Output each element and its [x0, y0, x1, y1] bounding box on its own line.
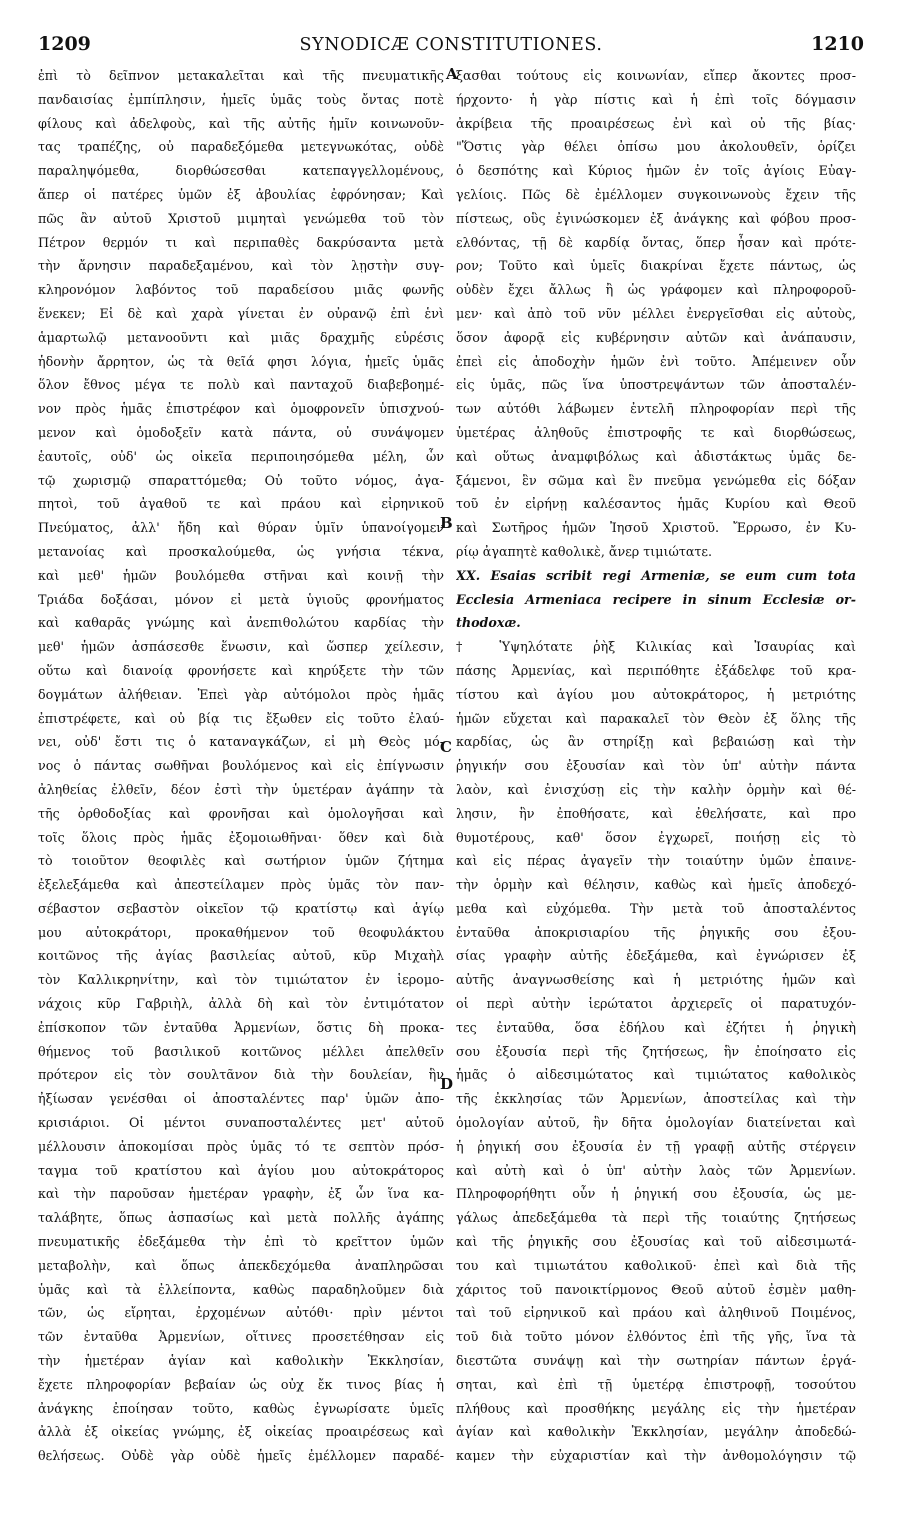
- text-line: ῥηγικήν σου ἐξουσίαν καὶ τὸν ὑπ' αὐτὴν πάντα: [456, 758, 856, 774]
- text-line: νάχοις κῦρ Γαβριὴλ, ἀλλὰ δὴ καὶ τὸν ἐντιμότατον: [38, 996, 444, 1012]
- text-line: τες ἐνταῦθα, ὅσα ἐδήλου καὶ ἐζήτει ἡ ῥηγικὴ: [456, 1019, 856, 1035]
- text-line: τας τραπέζης, οὐ παραδεξόμεθα μετεγνωκότας, οὐδὲ: [38, 139, 444, 155]
- margin-letter-c: C: [440, 738, 452, 756]
- text-line: ὁ δεσπότης καὶ Κύριος ἡμῶν ἐν τοῖς ἁγίοις Εὐαγ-: [456, 163, 856, 179]
- text-line: ταλάβητε, ὅπως ἀσπασίως καὶ μετὰ πολλῆς ἀγάπης: [38, 1210, 444, 1226]
- text-line: σηται, καὶ ἐπὶ τῇ ὑμετέρᾳ ἐπιστροφῇ, τοσούτου: [456, 1376, 856, 1392]
- text-line: ήρχοντο· ἡ γὰρ πίστις καὶ ἡ ἐπὶ τοῖς δόγμασιν: [456, 91, 856, 107]
- text-line: ὅσον ἀφορᾷ εἰς κυβέρνησιν αὐτῶν καὶ ἀνάπαυσιν,: [456, 329, 856, 345]
- text-line: νει, οὐδ' ἔστι τις ὁ καταναγκάζων, εἰ μὴ Θεὸς μό-: [38, 734, 444, 750]
- text-line: ἁμαρτωλῷ μετανοοῦντι καὶ μιᾶς δραχμῆς εὑρέσις: [38, 329, 444, 345]
- text-line: Ecclesia Armeniaca recipere in sinum Ecclesiæ or-: [456, 591, 856, 607]
- text-line: καὶ μεθ' ἡμῶν βουλόμεθα στῆναι καὶ κοινῇ τὴν: [38, 567, 444, 583]
- text-line: πλήθους καὶ προσθήκης μεγάλης εἰς τὴν ἡμετέραν: [456, 1400, 856, 1416]
- text-line: καμεν τὴν εὐχαριστίαν καὶ τὴν ἀνθομολόγησιν τῷ: [456, 1448, 856, 1464]
- text-line: τῆς ὀρθοδοξίας καὶ φρονῆσαι καὶ ὁμολογῆσαι καὶ: [38, 805, 444, 821]
- text-line: διεστῶτα συνάψῃ καὶ τὴν σωτηρίαν πάντων ἐργά-: [456, 1353, 856, 1369]
- running-title: SYNODICÆ CONSTITUTIONES.: [299, 35, 603, 55]
- text-line: πνευματικῆς ἐδεξάμεθα τὴν ἐπὶ τὸ κρεῖττον ὑμῶν: [38, 1234, 444, 1250]
- text-line: τοῦ ἐν εἰρήνῃ καλέσαντος ἡμᾶς Κυρίου καὶ Θεοῦ: [456, 496, 856, 512]
- text-line: τοῦ διὰ τοῦτο μόνον ἐλθόντος ἐπὶ τῆς γῆς, ἵνα τὰ: [456, 1329, 856, 1345]
- text-line: ἀνάγκης ἐποίησαν τοῦτο, καθὼς ἐγνωρίσατε ὑμεῖς: [38, 1400, 444, 1416]
- text-line: σου ἐξουσία περὶ τῆς ζητήσεως, ἣν ἐποίησατο εἰς: [456, 1043, 856, 1059]
- text-line: ἀλλὰ ἐξ οἰκείας γνώμης, ἐξ οἰκείας προαιρέσεως καὶ: [38, 1424, 444, 1440]
- text-line: μενον καὶ ὁμοδοξεῖν κατὰ πάντα, οὐ συνάψομεν: [38, 424, 444, 440]
- text-line: θυμοτέρους, καθ' ὅσον ἐγχωρεῖ, ποιήσῃ εἰς τὸ: [456, 829, 856, 845]
- text-line: Τριάδα δοξάσαι, μόνον εἰ μετὰ ὑγιοῦς φρονήματος: [38, 591, 444, 607]
- text-line: νον πρὸς ἡμᾶς ἐπιστρέφον καὶ ὁμοφρονεῖν ὑπισχνού-: [38, 401, 444, 417]
- text-line: ἑαυτοῖς, οὐδ' ὡς οἰκεῖα περιποιησόμεθα μέλη, ὧν: [38, 448, 444, 464]
- text-line: εἰς ὑμᾶς, πῶς ἵνα ὑποστρεψάντων τῶν ἀποσταλέν-: [456, 377, 856, 393]
- text-line: οὐδὲν ἔχει ἄλλως ἢ ὡς γράφομεν καὶ πληροφοροῦ-: [456, 282, 856, 298]
- text-line: ἐπιστρέφετε, καὶ οὐ βίᾳ τις ἔξωθεν εἰς τοῦτο ἐλαύ-: [38, 710, 444, 726]
- text-line: τοῖς ὅλοις πρὸς ἡμᾶς ἐξομοιωθῆναι· ὅθεν καὶ διὰ: [38, 829, 444, 845]
- text-line: του καὶ τιμιωτάτου καθολικοῦ· ἐπεὶ καὶ διὰ τῆς: [456, 1257, 856, 1273]
- text-line: ὁμολογίαν αὐτοῦ, ἣν δῆτα ὁμολογίαν διατείνεται καὶ: [456, 1115, 856, 1131]
- text-line: τὸν Καλλικρηνίτην, καὶ τὸν τιμιώτατον ἐν ἱερομο-: [38, 972, 444, 988]
- text-line: καὶ οὕτως ἀναμφιβόλως καὶ ἀδιστάκτως ὑμᾶς δε-: [456, 448, 856, 464]
- page-number-left: 1209: [38, 33, 91, 55]
- text-line: φίλους καὶ ἀδελφοὺς, καὶ τῆς αὐτῆς ἡμῖν κοινωνοῦν-: [38, 115, 444, 131]
- text-line: ρίῳ ἀγαπητὲ καθολικὲ, ἄνερ τιμιώτατε.: [456, 543, 713, 559]
- text-line: μέλλουσιν ἀποκομίσαι πρὸς ὑμᾶς τό τε σεπτὸν πρόσ-: [38, 1138, 444, 1154]
- text-line: δογμάτων ἀλήθειαν. Ἐπεὶ γὰρ αὐτόμολοι πρὸς ἡμᾶς: [38, 686, 444, 702]
- text-line: σέβαστον σεβαστὸν οἰκεῖον τῷ κρατίστῳ καὶ ἁγίῳ: [38, 900, 444, 916]
- text-line: καὶ τὴν παροῦσαν ἡμετέραν γραφὴν, ἐξ ὧν ἵνα κα-: [38, 1186, 444, 1202]
- text-line: μεθα καὶ εὐχόμεθα. Τὴν μετὰ τοῦ ἀποσταλέντος: [456, 900, 856, 916]
- text-line: παραληψόμεθα, διορθώσεσθαι κατεπαγγελλομένους,: [38, 163, 444, 179]
- text-line: τὴν ὁρμὴν καὶ θέλησιν, καθὼς καὶ ἡμεῖς ἀποδεχό-: [456, 877, 856, 893]
- text-line: ἀκρίβεια τῆς προαιρέσεως ἐνὶ καὶ οὐ τῆς βίας·: [456, 115, 856, 131]
- text-line: Πληροφορήθητι οὖν ἡ ῥηγική σου ἐξουσία, ὡς με-: [456, 1186, 856, 1202]
- text-line: μετανοίας καὶ προσκαλούμεθα, ὡς γνήσια τέκνα,: [38, 543, 444, 559]
- text-line: σίας γραφὴν αὐτῆς ἐδεξάμεθα, καὶ ἐγνώρισεν ἐξ: [456, 948, 856, 964]
- text-line: κληρονόμον λαβόντος τοῦ παραδείσου μιᾶς φωνῆς: [38, 282, 444, 298]
- text-line: τῶν, ὡς εἴρηται, ἐρχομένων αὐτόθι· πρὶν μέντοι: [38, 1305, 444, 1321]
- text-line: ἐπὶ τὸ δεῖπνον μετακαλεῖται καὶ τῆς πνευματικῆς: [38, 68, 444, 83]
- text-line: γελίοις. Πῶς δὲ ἐμέλλομεν συγκοινωνοὺς ἔχειν τῆς: [456, 186, 856, 202]
- text-line: "Ὅστις γὰρ θέλει ὀπίσω μου ἀκολουθεῖν, ὁρίζει: [456, 139, 856, 155]
- margin-letter-a: A: [446, 65, 458, 83]
- text-line: πητοὶ, τοῦ ἀγαθοῦ τε καὶ πράου καὶ εἰρηνικοῦ: [38, 496, 444, 512]
- text-line: ἅπερ οἱ πατέρες ὑμῶν ἐξ ἀβουλίας ἐφρόνησαν; Καὶ: [38, 186, 444, 202]
- text-line: πρότερον εἰς τὸν σουλτᾶνον διὰ τὴν δουλείαν, ἣν: [38, 1067, 444, 1083]
- text-line: καρδίας, ὡς ἂν στηρίξῃ καὶ βεβαιώσῃ καὶ τὴν: [456, 734, 856, 750]
- text-line: ελθόντας, τῇ δὲ καρδίᾳ ὄντας, ὅπερ ἦσαν καὶ πρότε-: [456, 234, 856, 250]
- text-line: ἡμᾶς ὁ αἰδεσιμώτατος καὶ τιμιώτατος καθολικὸς: [456, 1067, 856, 1083]
- text-line: τὴν ἄρνησιν παραδεξαμένου, καὶ τὸν λῃστὴν συγ-: [38, 258, 444, 274]
- text-line: ὅλον ἔθνος μέγα τε πολὺ καὶ πανταχοῦ διαβεβοημέ-: [38, 377, 444, 393]
- text-line: τίστου καὶ ἁγίου μου αὐτοκράτορος, ἡ μετριότης: [456, 686, 856, 702]
- margin-letter-d: D: [440, 1075, 454, 1093]
- text-line: ἡμῶν εὔχεται καὶ παρακαλεῖ τὸν Θεὸν ἐξ ὅλης τῆς: [456, 710, 856, 726]
- text-line: μεταβολὴν, καὶ ὅπως ἀπεκδεχόμεθα ἀναπληρῶσαι: [38, 1257, 444, 1273]
- page-number-right: 1210: [811, 33, 864, 55]
- margin-letter-b: B: [440, 514, 453, 532]
- text-line: ἐνταῦθα ἀποκρισιαρίου τῆς ῥηγικῆς σου ἐξου-: [456, 924, 856, 940]
- text-line: ἡ ῥηγική σου ἐξουσία ἐν τῇ γραφῇ αὐτῆς στέργειν: [456, 1138, 856, 1154]
- text-line: Πνεύματος, ἀλλ' ἤδη καὶ θύραν ὑμῖν ὑπανοίγομεν: [38, 520, 444, 536]
- text-line: λησιν, ἣν ἐποθήσατε, καὶ ἐθελήσατε, καὶ προ: [456, 805, 856, 821]
- text-line: καὶ τῆς ῥηγικῆς σου ἐξουσίας καὶ τοῦ αἰδεσιμωτά-: [456, 1234, 856, 1250]
- text-line: καὶ καθαρᾶς γνώμης καὶ ἀνεπιθολώτου καρδίας τὴν: [38, 615, 444, 631]
- text-line: ταγμα τοῦ κρατίστου καὶ ἁγίου μου αὐτοκράτορος: [38, 1162, 444, 1178]
- text-line: κρισιάριοι. Οἱ μέντοι συναποσταλέντες μετ' αὐτοῦ: [38, 1115, 444, 1131]
- left-column: [38, 64, 444, 1468]
- text-line: ἕνεκεν; Εἰ δὲ καὶ χαρὰ γίνεται ἐν οὐρανῷ ἐπὶ ἑνὶ: [38, 305, 444, 321]
- text-line: ξασθαι τούτους εἰς κοινωνίαν, εἴπερ ἄκοντες προσ-: [456, 68, 856, 83]
- text-line: ἁγίαν καὶ καθολικὴν Ἐκκλησίαν, μεγάλην ἀποδεδώ-: [456, 1424, 856, 1440]
- text-line: thodoxæ.: [456, 615, 521, 631]
- text-line: ἐπεὶ εἰς ἀποδοχὴν ἡμῶν ἐνὶ τοῦτο. Ἀπέμεινεν οὖν: [456, 353, 856, 369]
- text-line: τὸ τοιοῦτον θεοφιλὲς καὶ σωτήριον ὑμῶν ζήτημα: [38, 853, 444, 869]
- text-line: τῶν ἐνταῦθα Ἀρμενίων, οἵτινες προσετέθησαν εἰς: [38, 1329, 444, 1345]
- text-line: Πέτρον θερμόν τι καὶ περιπαθὲς δακρύσαντα μετὰ: [38, 234, 444, 250]
- text-line: θήμενος τοῦ βασιλικοῦ κοιτῶνος μέλλει ἀπελθεῖν: [38, 1043, 444, 1059]
- text-line: οἱ περὶ αὐτὴν ἱερώτατοι ἀρχιερεῖς οἱ παρατυχόν-: [456, 996, 856, 1012]
- text-line: πανδαισίας ἐμπίπλησιν, ἡμεῖς ὑμᾶς τοὺς ὄντας ποτὲ: [38, 91, 444, 107]
- text-line: αὐτῆς ἀναγνωσθείσης καὶ ἡ μετριότης ἡμῶν καὶ: [456, 972, 856, 988]
- text-line: ὑμετέρας ἀληθοῦς ἐπιστροφῆς τε καὶ διορθώσεως,: [456, 424, 856, 440]
- right-column: [456, 64, 856, 1468]
- text-line: των αὐτόθι λάβωμεν ἐντελῆ πληροφορίαν περὶ τῆς: [456, 401, 856, 417]
- text-line: ἐπίσκοπον τῶν ἐνταῦθα Ἀρμενίων, ὅστις δὴ προκα-: [38, 1019, 444, 1035]
- text-line: οὕτω καὶ διανοίᾳ φρονήσετε καὶ κηρύξετε τὴν τῶν: [38, 662, 444, 678]
- text-line: καὶ εἰς πέρας ἀγαγεῖν τὴν τοιαύτην ὑμῶν ἐπαινε-: [456, 853, 856, 869]
- text-line: ἐξελεξάμεθα καὶ ἀπεστείλαμεν πρὸς ὑμᾶς τὸν παν-: [38, 877, 444, 893]
- text-line: ἀληθείας ἐλθεῖν, δέον ἐστὶ τὴν ὑμετέραν ἀγάπην τὰ: [38, 781, 444, 797]
- text-line: νος ὁ πάντας σωθῆναι βουλόμενος καὶ εἰς ἐπίγνωσιν: [38, 758, 444, 774]
- text-line: καὶ αὐτὴ καὶ ὁ ὑπ' αὐτὴν λαὸς τῶν Ἀρμενίων.: [456, 1162, 856, 1178]
- text-line: καὶ Σωτῆρος ἡμῶν Ἰησοῦ Χριστοῦ. Ἔρρωσο, ἐν Κυ-: [456, 520, 856, 536]
- text-line: XX. Esaias scribit regi Armeniæ, se eum cum tota: [456, 567, 856, 583]
- text-line: ταὶ τοῦ εἰρηνικοῦ καὶ πράου καὶ ἀληθινοῦ Ποιμένος,: [456, 1305, 856, 1321]
- text-line: ἠξίωσαν γενέσθαι οἱ ἀποσταλέντες παρ' ὑμῶν ἀπο-: [38, 1091, 444, 1107]
- text-line: μου αὐτοκράτορι, προκαθήμενον τοῦ θεοφυλάκτου: [38, 924, 444, 940]
- text-line: ἔχετε πληροφορίαν βεβαίαν ὡς οὐχ ἔκ τινος βίας ἡ: [38, 1376, 444, 1392]
- text-line: τὴν ἡμετέραν ἁγίαν καὶ καθολικὴν Ἐκκλησίαν,: [38, 1353, 444, 1369]
- text-line: ξάμενοι, ἓν σῶμα καὶ ἓν πνεῦμα γενώμεθα εἰς δόξαν: [456, 472, 856, 488]
- text-line: λαὸν, καὶ ἐνισχύσῃ εἰς τὴν καλὴν ὁρμὴν καὶ θέ-: [456, 781, 856, 797]
- text-line: ἡδονὴν ἄρρητον, ὡς τὰ θεῖά φησι λόγια, ἡμεῖς ὑμᾶς: [38, 353, 444, 369]
- text-line: χάριτος τοῦ πανοικτίρμονος Θεοῦ αὐτοῦ ἐσμὲν μαθη-: [456, 1281, 856, 1297]
- text-line: τῷ χωρισμῷ σπαραττόμεθα; Οὐ τοῦτο νόμος, ἀγα-: [38, 472, 444, 488]
- text-line: πῶς ἂν αὐτοῦ Χριστοῦ μιμηταὶ γενώμεθα τοῦ τὸν: [38, 210, 444, 226]
- page-header: [38, 33, 864, 63]
- text-line: τῆς ἐκκλησίας τῶν Ἀρμενίων, ἀποστείλας καὶ τὴν: [456, 1091, 856, 1107]
- text-line: πάσης Ἀρμενίας, καὶ περιπόθητε ἐξάδελφε τοῦ κρα-: [456, 662, 856, 678]
- text-line: γάλως ἀπεδεξάμεθα τὰ περὶ τῆς τοιαύτης ζητήσεως: [456, 1210, 856, 1226]
- text-line: πίστεως, οὓς ἐγινώσκομεν ἐξ ἀνάγκης καὶ φόβου προσ-: [456, 210, 856, 226]
- text-line: κοιτῶνος τῆς ἁγίας βασιλείας αὐτοῦ, κῦρ Μιχαὴλ: [38, 948, 444, 964]
- text-line: ὑμᾶς καὶ τὰ ἐλλείποντα, καθὼς παραδηλοῦμεν διὰ: [38, 1281, 444, 1297]
- text-line: μεν· καὶ ἀπὸ τοῦ νῦν μέλλει ἐνεργεῖσθαι εἰς αὐτοὺς,: [456, 305, 856, 321]
- text-line: † Ὑψηλότατε ῥὴξ Κιλικίας καὶ Ἰσαυρίας καὶ: [456, 639, 856, 655]
- text-line: θελήσεως. Οὐδὲ γὰρ οὐδὲ ἡμεῖς ἐμέλλομεν παραδέ-: [38, 1448, 444, 1464]
- text-line: ρον; Τοῦτο καὶ ὑμεῖς διακρίναι ἔχετε πάντως, ὡς: [456, 258, 856, 274]
- text-line: μεθ' ἡμῶν ἀσπάσεσθε ἕνωσιν, καὶ ὥσπερ χείλεσιν,: [38, 639, 444, 655]
